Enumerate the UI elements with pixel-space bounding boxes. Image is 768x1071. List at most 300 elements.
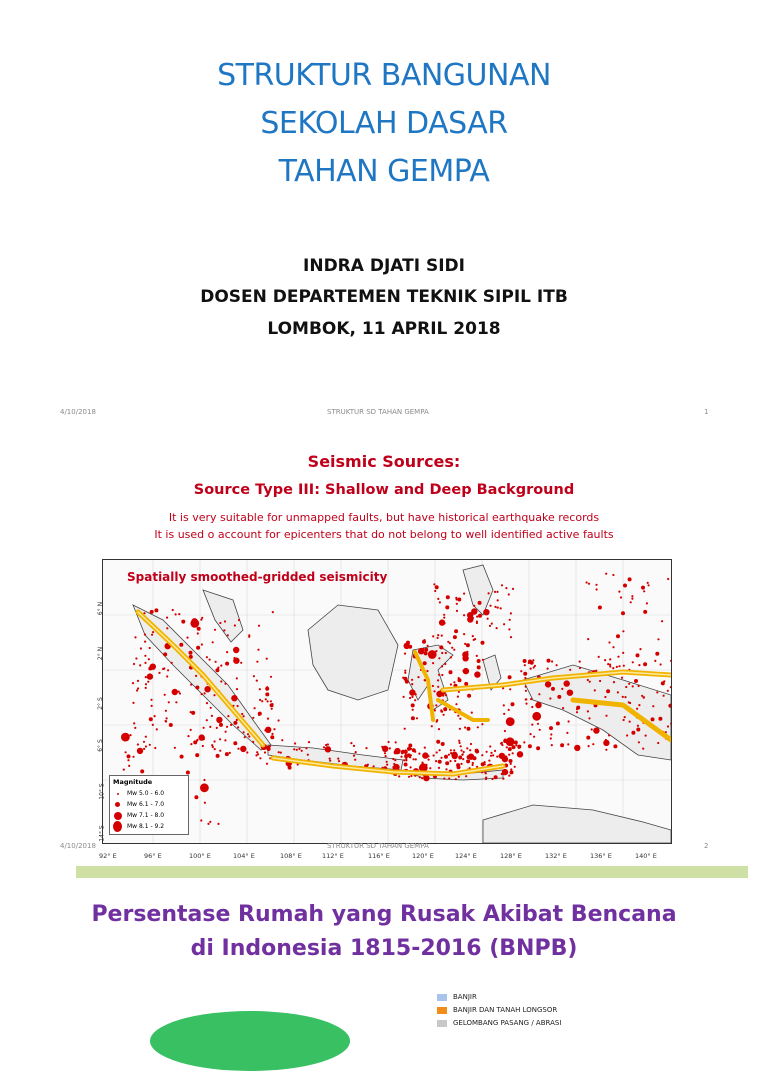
epicenter-dot [145, 683, 147, 685]
epicenter-dot [427, 645, 429, 647]
epicenter-dot [517, 751, 523, 757]
legend-swatch [437, 994, 447, 1001]
slide-top-bar [76, 866, 748, 878]
epicenter-dot [515, 744, 517, 746]
epicenter-dot [414, 751, 416, 753]
legend-banjir: BANJIR [437, 993, 477, 1001]
epicenter-dot [434, 590, 436, 592]
epicenter-dot [127, 759, 129, 761]
epicenter-dot [445, 652, 447, 654]
epicenter-dot [636, 653, 640, 657]
epicenter-dot [423, 661, 427, 665]
epicenter-dot [645, 735, 647, 737]
epicenter-dot [280, 752, 282, 754]
epicenter-dot [438, 728, 440, 730]
epicenter-dot [149, 717, 153, 721]
epicenter-dot [404, 763, 408, 767]
epicenter-dot [135, 657, 137, 659]
epicenter-dot [404, 728, 406, 730]
epicenter-dot [203, 738, 205, 740]
epicenter-dot [450, 656, 452, 658]
epicenter-dot [657, 638, 659, 640]
epicenter-dot [187, 735, 189, 737]
epicenter-dot [463, 751, 465, 753]
epicenter-dot [254, 707, 256, 709]
landmass-malaysia [203, 590, 243, 642]
epicenter-dot [569, 669, 571, 671]
epicenter-dot [441, 742, 445, 746]
epicenter-dot [408, 776, 410, 778]
epicenter-dot [624, 716, 626, 718]
epicenter-dot [145, 687, 147, 689]
epicenter-dot [535, 702, 541, 708]
epicenter-dot [531, 724, 533, 726]
epicenter-dot [503, 623, 505, 625]
epicenter-dot [530, 698, 532, 700]
epicenter-dot [510, 636, 512, 638]
epicenter-dot [206, 656, 208, 658]
epicenter-dot [219, 622, 221, 624]
epicenter-dot [538, 693, 540, 695]
epicenter-dot [435, 760, 437, 762]
epicenter-dot [409, 689, 415, 695]
epicenter-dot [384, 752, 386, 754]
epicenter-dot [440, 709, 442, 711]
epicenter-dot [256, 661, 258, 663]
epicenter-dot [266, 746, 270, 750]
epicenter-dot [504, 730, 506, 732]
epicenter-dot [435, 650, 437, 652]
epicenter-dot [594, 689, 596, 691]
epicenter-dot [509, 619, 511, 621]
epicenter-dot [476, 655, 478, 657]
lon-tick: 112° E [322, 852, 344, 860]
slide3-title-line-2: di Indonesia 1815-2016 (BNPB) [190, 936, 578, 961]
epicenter-dot [629, 702, 631, 704]
epicenter-dot [140, 647, 142, 649]
epicenter-dot [608, 734, 610, 736]
epicenter-dot [595, 584, 597, 586]
epicenter-dot [212, 641, 214, 643]
epicenter-dot [401, 750, 405, 754]
epicenter-dot [415, 693, 417, 695]
epicenter-dot [670, 660, 671, 662]
epicenter-dot [437, 686, 439, 688]
epicenter-dot [392, 758, 394, 760]
epicenter-dot [549, 726, 553, 730]
epicenter-dot [411, 703, 415, 707]
epicenter-dot [144, 662, 146, 664]
epicenter-dot [206, 702, 208, 704]
epicenter-dot [593, 727, 599, 733]
epicenter-dot [197, 632, 199, 634]
epicenter-dot [147, 681, 149, 683]
epicenter-dot [136, 689, 138, 691]
epicenter-dot [144, 633, 146, 635]
epicenter-dot [405, 680, 409, 684]
lon-tick: 104° E [233, 852, 255, 860]
epicenter-dot [439, 601, 441, 603]
epicenter-dot [641, 695, 643, 697]
epicenter-dot [661, 681, 665, 685]
epicenter-dot [623, 584, 627, 588]
epicenter-dot [147, 673, 153, 679]
epicenter-dot [445, 761, 449, 765]
epicenter-dot [636, 728, 640, 732]
epicenter-dot [434, 709, 436, 711]
epicenter-dot [530, 733, 532, 735]
epicenter-dot [466, 759, 470, 763]
epicenter-dot [210, 707, 212, 709]
epicenter-dot [478, 614, 482, 618]
epicenter-dot [591, 728, 593, 730]
epicenter-dot [655, 652, 659, 656]
epicenter-dot [623, 665, 625, 667]
epicenter-dot [622, 652, 624, 654]
epicenter-dot [631, 598, 633, 600]
epicenter-dot [605, 739, 607, 741]
epicenter-dot [270, 735, 274, 739]
epicenter-dot [564, 680, 570, 686]
epicenter-dot [404, 670, 406, 672]
epicenter-dot [472, 762, 474, 764]
epicenter-dot [667, 690, 669, 692]
epicenter-dot [190, 684, 192, 686]
epicenter-dot [647, 582, 649, 584]
epicenter-dot [533, 736, 535, 738]
epicenter-dot [418, 753, 420, 755]
epicenter-dot [422, 752, 428, 758]
epicenter-dot [411, 696, 413, 698]
epicenter-dot [386, 764, 388, 766]
epicenter-dot [532, 712, 541, 721]
epicenter-dot [220, 665, 222, 667]
epicenter-dot [243, 715, 245, 717]
lat-tick: 6° S [96, 739, 104, 752]
epicenter-dot [634, 679, 638, 683]
epicenter-dot [413, 758, 415, 760]
epicenter-dot [588, 583, 590, 585]
epicenter-dot [454, 629, 458, 633]
slide3-title-line-1: Persentase Rumah yang Rusak Akibat Bencana [91, 902, 677, 927]
epicenter-dot [520, 670, 522, 672]
epicenter-dot [200, 819, 202, 821]
epicenter-dot [195, 686, 199, 690]
epicenter-dot [211, 715, 213, 717]
epicenter-dot [490, 755, 492, 757]
lat-tick: 14° S [98, 825, 106, 842]
epicenter-dot [271, 703, 273, 705]
epicenter-dot [506, 746, 508, 748]
epicenter-dot [576, 706, 580, 710]
epicenter-dot [431, 725, 433, 727]
epicenter-dot [458, 776, 460, 778]
epicenter-dot [238, 619, 240, 621]
epicenter-dot [267, 718, 269, 720]
epicenter-dot [462, 758, 464, 760]
epicenter-dot [181, 620, 185, 624]
epicenter-dot [510, 770, 514, 774]
epicenter-dot [467, 727, 471, 731]
epicenter-dot [132, 756, 134, 758]
legend-banjir-longsor: BANJIR DAN TANAH LONGSOR [437, 1006, 557, 1014]
epicenter-dot [643, 662, 647, 666]
epicenter-dot [386, 761, 388, 763]
footer-page-2: 2 [704, 842, 709, 850]
epicenter-dot [592, 743, 594, 745]
epicenter-dot [567, 690, 573, 696]
footer-date-2: 4/10/2018 [60, 842, 96, 850]
epicenter-dot [438, 674, 440, 676]
epicenter-dot [550, 737, 552, 739]
epicenter-dot [404, 653, 406, 655]
epicenter-dot [667, 725, 669, 727]
epicenter-dot [265, 687, 269, 691]
epicenter-dot [484, 761, 486, 763]
lon-tick: 124° E [455, 852, 477, 860]
epicenter-dot [354, 759, 356, 761]
epicenter-dot [642, 748, 644, 750]
epicenter-dot [525, 690, 527, 692]
epicenter-dot [121, 733, 130, 742]
epicenter-dot [441, 665, 443, 667]
epicenter-dot [462, 651, 468, 657]
epicenter-dot [421, 762, 423, 764]
epicenter-dot [410, 775, 412, 777]
epicenter-dot [621, 677, 623, 679]
title-line-3: TAHAN GEMPA [278, 154, 490, 189]
epicenter-dot [148, 658, 150, 660]
epicenter-dot [214, 740, 216, 742]
epicenter-dot [441, 652, 443, 654]
epicenter-dot [510, 768, 512, 770]
description-line-2: It is used o account for epicenters that do not belong to well identified active faults [154, 528, 614, 541]
epicenter-dot [404, 672, 406, 674]
epicenter-dot [408, 645, 412, 649]
epicenter-dot [266, 658, 268, 660]
epicenter-dot [568, 720, 570, 722]
epicenter-dot [441, 635, 443, 637]
epicenter-dot [288, 766, 292, 770]
epicenter-dot [477, 726, 479, 728]
epicenter-dot [460, 763, 462, 765]
epicenter-dot [547, 668, 549, 670]
pie-chart [150, 1011, 350, 1071]
epicenter-dot [144, 655, 146, 657]
epicenter-dot [236, 688, 238, 690]
epicenter-dot [579, 667, 581, 669]
epicenter-dot [219, 738, 221, 740]
epicenter-dot [464, 726, 466, 728]
footer-title-2: STRUKTUR SD TAHAN GEMPA [327, 842, 429, 850]
epicenter-dot [224, 683, 226, 685]
epicenter-dot [389, 747, 391, 749]
slide-housing-damage [0, 878, 768, 1024]
epicenter-dot [567, 743, 569, 745]
epicenter-dot [217, 823, 219, 825]
epicenter-dot [411, 679, 413, 681]
slide-heading: Seismic Sources: [307, 452, 461, 471]
epicenter-dot [237, 705, 239, 707]
epicenter-dot [466, 747, 468, 749]
epicenter-dot [258, 625, 260, 627]
epicenter-dot [511, 704, 513, 706]
epicenter-dot [270, 700, 272, 702]
epicenter-dot [151, 705, 153, 707]
epicenter-dot [265, 698, 267, 700]
epicenter-dot [439, 749, 441, 751]
epicenter-dot [204, 692, 206, 694]
epicenter-dot [609, 665, 611, 667]
epicenter-dot [227, 634, 229, 636]
epicenter-dot [446, 595, 450, 599]
epicenter-dot [447, 641, 449, 643]
epicenter-dot [436, 740, 440, 744]
epicenter-dot [651, 717, 655, 721]
epicenter-dot [230, 724, 232, 726]
epicenter-dot [490, 752, 492, 754]
epicenter-dot [637, 725, 639, 727]
epicenter-dot [308, 741, 310, 743]
epicenter-dot [410, 754, 412, 756]
title-line-1: STRUKTUR BANGUNAN [217, 58, 551, 93]
epicenter-dot [429, 767, 431, 769]
epicenter-dot [638, 704, 640, 706]
epicenter-dot [253, 675, 255, 677]
epicenter-dot [209, 659, 211, 661]
epicenter-dot [281, 739, 283, 741]
epicenter-dot [632, 661, 634, 663]
epicenter-dot [625, 686, 627, 688]
epicenter-dot [456, 603, 458, 605]
epicenter-dot [654, 660, 656, 662]
epicenter-dot [163, 667, 165, 669]
epicenter-dot [350, 742, 352, 744]
epicenter-dot [566, 732, 568, 734]
epicenter-dot [237, 726, 239, 728]
epicenter-dot [622, 630, 624, 632]
epicenter-dot [137, 743, 139, 745]
epicenter-dot [191, 711, 195, 715]
epicenter-dot [167, 669, 169, 671]
epicenter-dot [190, 729, 192, 731]
epicenter-dot [236, 719, 238, 721]
epicenter-dot [392, 766, 396, 770]
epicenter-dot [598, 606, 602, 610]
legend-title: Magnitude [113, 778, 153, 786]
slide-seismic-sources [0, 425, 768, 865]
epicenter-dot [305, 747, 307, 749]
epicenter-dot [605, 749, 607, 751]
epicenter-dot [509, 743, 511, 745]
epicenter-dot [165, 710, 167, 712]
epicenter-dot [123, 769, 125, 771]
epicenter-dot [145, 736, 147, 738]
epicenter-dot [616, 666, 618, 668]
epicenter-dot [439, 645, 443, 649]
epicenter-dot [201, 643, 203, 645]
event-date-location: LOMBOK, 11 APRIL 2018 [267, 319, 501, 339]
epicenter-dot [267, 700, 269, 702]
epicenter-dot [149, 744, 151, 746]
epicenter-dot [486, 751, 488, 753]
epicenter-dot [643, 610, 647, 614]
epicenter-dot [445, 605, 449, 609]
epicenter-dot [438, 767, 440, 769]
epicenter-dot [443, 707, 447, 711]
epicenter-dot [632, 685, 634, 687]
epicenter-dot [355, 751, 357, 753]
epicenter-dot [500, 742, 502, 744]
epicenter-dot [137, 748, 143, 754]
epicenter-dot [432, 662, 434, 664]
epicenter-dot [151, 634, 153, 636]
lon-tick: 132° E [545, 852, 567, 860]
epicenter-dot [451, 647, 453, 649]
epicenter-dot [497, 607, 499, 609]
epicenter-dot [525, 698, 527, 700]
epicenter-dot [534, 665, 536, 667]
epicenter-dot [394, 748, 400, 754]
lon-tick: 100° E [189, 852, 211, 860]
epicenter-dot [464, 643, 466, 645]
epicenter-dot [426, 670, 428, 672]
epicenter-dot [448, 777, 450, 779]
epicenter-dot [150, 699, 152, 701]
epicenter-dot [547, 659, 551, 663]
lon-tick: 108° E [280, 852, 302, 860]
epicenter-dot [428, 759, 430, 761]
epicenter-dot [133, 663, 135, 665]
epicenter-dot [525, 703, 527, 705]
epicenter-dot [631, 595, 633, 597]
epicenter-dot [604, 659, 606, 661]
footer-title: STRUKTUR SD TAHAN GEMPA [327, 408, 429, 416]
epicenter-dot [217, 667, 219, 669]
epicenter-dot [132, 682, 134, 684]
epicenter-dot [628, 577, 632, 581]
epicenter-dot [236, 677, 238, 679]
epicenter-dot [620, 596, 622, 598]
epicenter-dot [410, 748, 412, 750]
epicenter-dot [323, 746, 325, 748]
epicenter-dot [140, 769, 144, 773]
epicenter-dot [422, 648, 424, 650]
epicenter-dot [252, 741, 254, 743]
epicenter-dot [272, 611, 274, 613]
epicenter-dot [551, 660, 553, 662]
epicenter-dot [169, 723, 173, 727]
epicenter-dot [457, 765, 461, 769]
epicenter-dot [137, 680, 139, 682]
lat-tick: 2° N [97, 646, 105, 661]
epicenter-dot [436, 751, 438, 753]
epicenter-dot [623, 719, 625, 721]
epicenter-dot [462, 753, 464, 755]
description-line-1: It is very suitable for unmapped faults, but have historical earthquake records [168, 511, 600, 524]
epicenter-dot [450, 752, 452, 754]
epicenter-dot [240, 662, 242, 664]
epicenter-dot [225, 752, 229, 756]
epicenter-dot [213, 694, 215, 696]
epicenter-dot [338, 760, 340, 762]
epicenter-dot [617, 691, 619, 693]
map-label: Spatially smoothed-gridded seismicity [127, 570, 388, 584]
lat-tick: 6° N [97, 601, 105, 616]
epicenter-dot [457, 715, 459, 717]
epicenter-dot [164, 694, 166, 696]
lat-tick: 2° S [96, 697, 104, 710]
